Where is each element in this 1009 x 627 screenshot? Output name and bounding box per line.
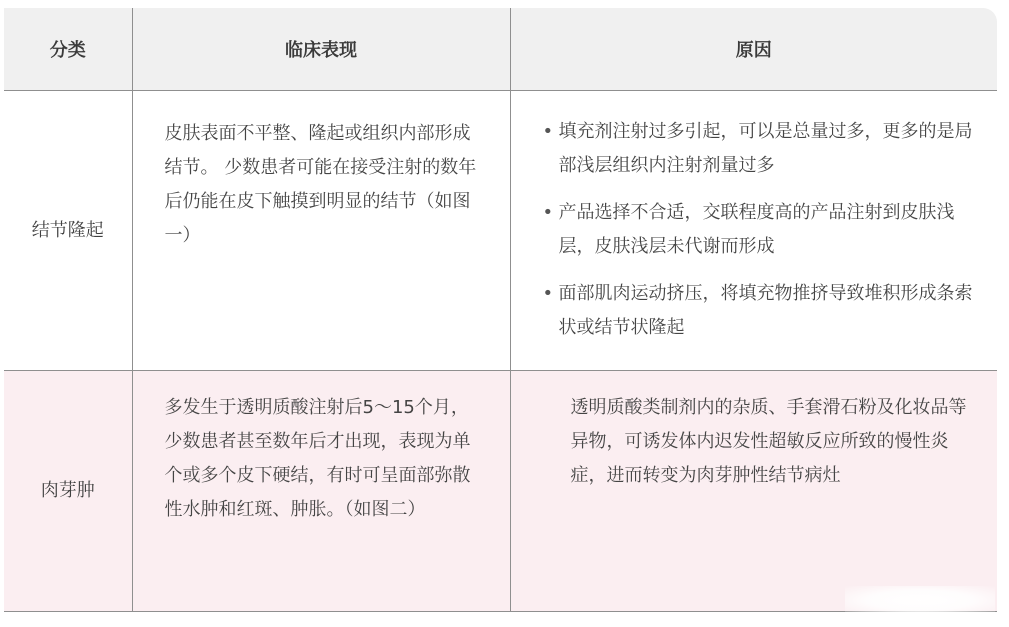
cause-item [542, 115, 978, 183]
causes-cell [510, 371, 997, 612]
table-body [4, 91, 997, 612]
header-row [4, 8, 997, 91]
symptoms-cell [132, 91, 510, 371]
header-category: 分类 [4, 8, 132, 91]
symptoms-text: 皮肤表面不平整、隆起或组织内部形成结节。 少数患者可能在接受注射的数年后仍能在皮下触摸到明显的结节（如图一） [164, 123, 477, 246]
table-header [4, 8, 997, 91]
header-symptoms: 临床表现 [132, 8, 510, 91]
bullet-icon: • [542, 283, 554, 304]
table-row-nodule [4, 91, 997, 371]
table-row-granuloma [4, 371, 997, 612]
category-cell: 肉芽肿 [4, 371, 132, 612]
causes-list [511, 91, 998, 345]
complication-table [4, 8, 997, 612]
cause-text: 面部肌肉运动挤压，将填充物推挤导致堆积形成条索状或结节状隆起 [558, 283, 973, 338]
causes-cell [510, 91, 997, 371]
cause-item [542, 196, 978, 264]
cause-text: 透明质酸类制剂内的杂质、手套滑石粉及化妆品等异物，可诱发体内迟发性超敏反应所致的慢性炎症，进而转变为肉芽肿性结节病灶 [570, 397, 967, 486]
cause-text: 产品选择不合适，交联程度高的产品注射到皮肤浅层，皮肤浅层未代谢而形成 [558, 202, 955, 257]
cause-item [542, 277, 978, 345]
category-cell: 结节隆起 [4, 91, 132, 371]
cause-text: 填充剂注射过多引起，可以是总量过多，更多的是局部浅层组织内注射剂量过多 [558, 121, 973, 176]
header-causes: 原因 [510, 8, 997, 91]
bullet-icon: • [542, 121, 554, 142]
complication-table-container [4, 8, 997, 614]
bullet-icon: • [542, 202, 554, 223]
symptoms-text: 多发生于透明质酸注射后5～15个月，少数患者甚至数年后才出现，表现为单个或多个皮下硬结，有时可呈面部弥散性水肿和红斑、肿胀。（如图二） [164, 397, 471, 520]
symptoms-cell [132, 371, 510, 612]
